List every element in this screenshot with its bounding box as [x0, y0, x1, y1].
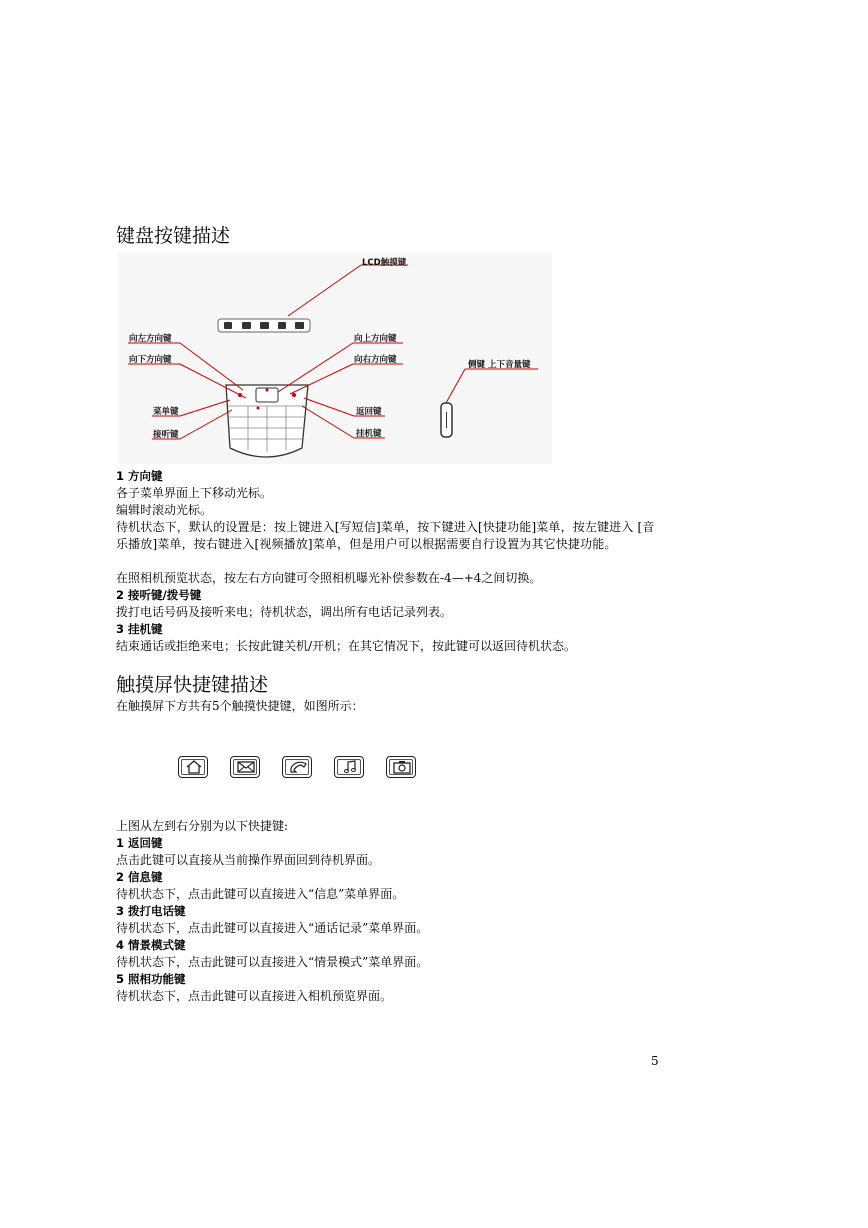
phone-icon [282, 756, 312, 778]
paragraph: 拨打电话号码及接听来电；待机状态，调出所有电话记录列表。 [116, 605, 453, 619]
paragraph: 待机状态下，默认的设置是：按上键进入[写短信]菜单，按下键进入[快捷功能]菜单，按左键进入 [音乐播放]菜单，按右键进入[视频播放]菜单，但是用户可以根据需要自行设置为其它快捷功能。 [116, 520, 655, 551]
label-back-key: 返回键 [356, 407, 382, 417]
paragraph: 待机状态下，点击此键可以直接进入相机预览界面。 [116, 989, 393, 1003]
keyboard-diagram [118, 252, 552, 464]
label-right-key: 向右方向键 [354, 355, 397, 365]
item-title-direction-keys: 1 方向键 [116, 469, 163, 483]
camera-icon [386, 756, 416, 778]
paragraph: 待机状态下，点击此键可以直接进入“信息”菜单界面。 [116, 887, 405, 901]
label-side-key: 侧键 上下音量键 [468, 360, 531, 370]
label-down-key: 向下方向键 [129, 355, 172, 365]
section-heading-keyboard: 键盘按键描述 [116, 225, 231, 247]
item-title-answer-key: 2 接听键/拨号键 [116, 588, 202, 602]
item-title-profile-key: 4 情景模式键 [116, 938, 186, 952]
label-up-key: 向上方向键 [354, 334, 397, 344]
paragraph: 待机状态下，点击此键可以直接进入“通话记录”菜单界面。 [116, 921, 429, 935]
paragraph: 各子菜单界面上下移动光标。 [116, 486, 273, 500]
item-title-hangup-key: 3 挂机键 [116, 622, 163, 636]
label-left-key: 向左方向键 [129, 334, 172, 344]
paragraph: 点击此键可以直接从当前操作界面回到待机界面。 [116, 853, 381, 867]
item-title-camera-key: 5 照相功能键 [116, 972, 186, 986]
paragraph: 待机状态下，点击此键可以直接进入“情景模式”菜单界面。 [116, 955, 429, 969]
label-hangup-key: 挂机键 [356, 429, 382, 439]
paragraph: 结束通话或拒绝来电；长按此键关机/开机；在其它情况下，按此键可以返回待机状态。 [116, 639, 577, 653]
item-title-message-key: 2 信息键 [116, 870, 163, 884]
item-title-return-key: 1 返回键 [116, 836, 163, 850]
paragraph: 上图从左到右分别为以下快捷键: [116, 819, 289, 833]
shortcut-icon-row [178, 756, 438, 782]
home-icon [178, 756, 208, 778]
label-lcd-touch: LCD触摸键 [362, 258, 407, 268]
paragraph: 在照相机预览状态，按左右方向键可令照相机曝光补偿参数在-4—+4之间切换。 [116, 571, 542, 585]
section-heading-touch-shortcuts: 触摸屏快捷键描述 [116, 674, 269, 696]
page-number: 5 [651, 1054, 659, 1068]
envelope-icon [230, 756, 260, 778]
paragraph: 在触摸屏下方共有5个触摸快捷键，如图所示： [116, 699, 364, 713]
item-title-call-key: 3 拨打电话键 [116, 904, 186, 918]
label-menu-key: 菜单键 [153, 407, 179, 417]
paragraph: 编辑时滚动光标。 [116, 503, 213, 517]
music-note-icon [334, 756, 364, 778]
label-answer-key: 接听键 [153, 430, 179, 440]
